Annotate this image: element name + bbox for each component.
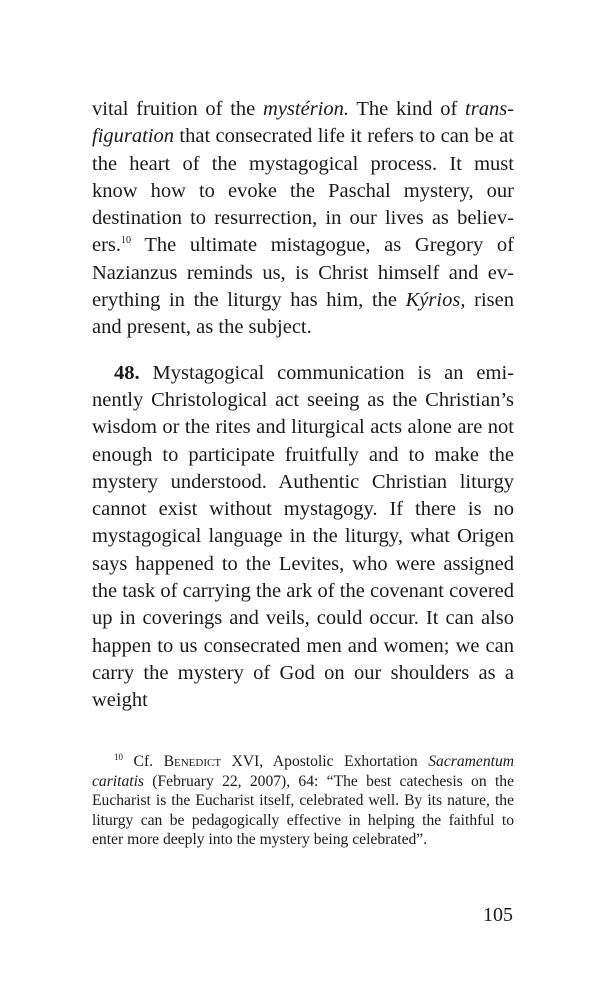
italic-term-mysterion: mystérion. xyxy=(263,98,350,120)
author-name: Benedict xyxy=(163,753,222,770)
text-run: XVI, Apostolic Exhortation xyxy=(221,753,429,770)
page-number: 105 xyxy=(483,904,513,926)
text-run: that consecrated life it refers to can be at the heart of the mystagogical process. It must know how to evoke the Paschal mystery, our destination to resurrection, in our lives as believers. xyxy=(92,125,514,257)
paragraph-continued xyxy=(92,96,514,342)
italic-term-kyrios: Kýrios xyxy=(405,289,461,312)
footnote xyxy=(92,752,514,850)
footnote-reference: 10 xyxy=(121,235,132,247)
paragraph-number: 48. xyxy=(114,361,140,384)
paragraph-48 xyxy=(92,360,514,715)
text-run: vital fruition of the xyxy=(92,98,264,120)
text-run: (February 22, 2007), 64: “The best catechesis on the Eucharist is the Eucharist itself, celebrated well. By its nature, the liturgy can be pedagogically effective in helping the faithful to enter more deeply into the mystery being celebrated”. xyxy=(92,772,514,849)
footnote-mark: 10 xyxy=(114,751,123,762)
italic-term-transfiguration: transfiguration xyxy=(92,98,514,148)
text-run: The ultimate mistagogue, as Gregory of Nazianzus reminds us, is Christ himself and everything in the liturgy has him, the xyxy=(92,234,514,312)
text-run: Mystagogical communication is an eminently Christological act seeing as the Christian’s wisdom or the rites and liturgical acts alone are not enough to participate fruitfully and to make the mystery understood. Authentic Christian liturgy cannot exist without mystagogy. If there is no mystagogical language in the liturgy, what Origen says happened to the Levites, who were assigned the task of carrying the ark of the covenant covered up in coverings and veils, could occur. It can also happen to us consecrated men and women; we can carry the mystery of God on our shoulders as a weight xyxy=(92,361,514,712)
page-body xyxy=(92,96,514,715)
italic-title: Sacramentum caritatis xyxy=(92,753,515,790)
text-run: Cf. xyxy=(123,753,164,770)
text-run: The kind of xyxy=(349,98,466,120)
text-run: , risen and present, as the subject. xyxy=(92,289,514,339)
